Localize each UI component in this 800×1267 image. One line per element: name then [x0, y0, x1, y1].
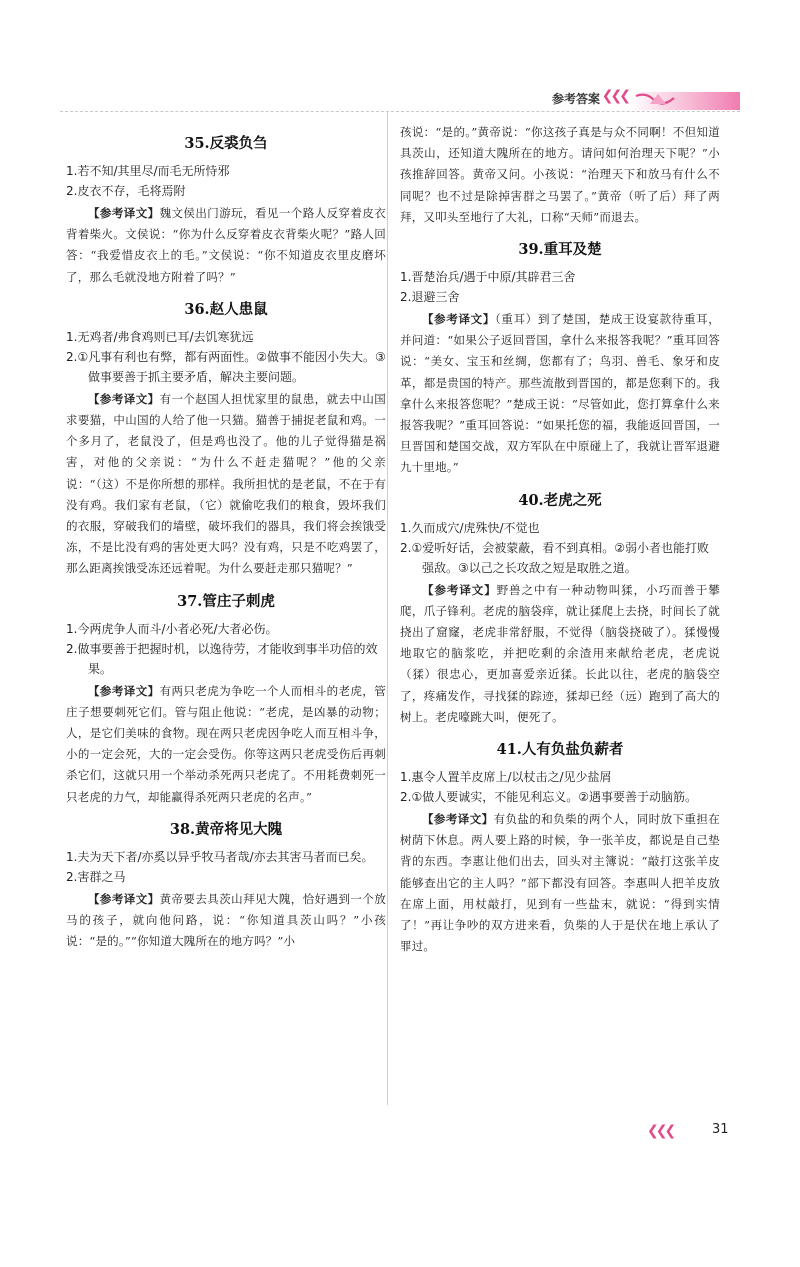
answer-item: 1.惠令人置羊皮席上/以杖击之/见少盐屑	[400, 770, 612, 785]
answer-item: 1.今两虎争人而斗/小者必死/大者必伤。	[66, 621, 278, 636]
answer-item: 2.皮衣不存，毛将焉附	[66, 184, 186, 198]
header-ribbon-icon	[630, 88, 740, 112]
chevron-left-icon: ❮❮❮	[647, 1123, 674, 1139]
answer-item: 2.①凡事有利也有弊，都有两面性。②做事不能因小失大。③做事要善于抓主要矛盾，解决主要问题。	[66, 349, 386, 384]
translation-text: （重耳）到了楚国，楚成王设宴款待重耳，并问道：“如果公子返回晋国，拿什么来报答我呢？”重耳回答说：“美女、宝玉和丝绸，您都有了；鸟羽、兽毛、象牙和皮革，都是贵国的特产。那些流散到晋国的，都是您剩下的。我拿什么来报答您呢？”楚成王说：“尽管如此，您打算拿什么来报答我呢？”重耳回答说：“如果托您的福，我能返回晋国，一旦晋国和楚国交战，双方军队在中原碰上了，我就让晋军退避九十里地。”	[400, 312, 720, 475]
section-title: 39.重耳及楚	[518, 241, 602, 259]
translation-paragraph	[66, 889, 386, 953]
page-number: 31	[712, 1122, 729, 1137]
right-column	[400, 122, 720, 957]
answer-item: 2.害群之马	[66, 869, 126, 884]
section-title: 35.反裘负刍	[184, 135, 268, 152]
section-35	[66, 132, 386, 288]
answer-item: 1.久而成穴/虎殊快/不觉也	[400, 520, 540, 535]
translation-text: 魏文侯出门游玩，看见一个路人反穿着皮衣背着柴火。文侯说：“你为什么反穿着皮衣背柴火呢？”路人回答：“我爱惜皮衣上的毛。”文侯说：“你不知道皮衣里皮磨坏了，那么毛就没地方附着了吗？”	[66, 206, 386, 284]
answer-item: 2.做事要善于把握时机，以逸待劳，才能收到事半功倍的效果。	[66, 641, 378, 676]
translation-tag: 【参考译文】	[88, 391, 160, 406]
translation-tag: 【参考译文】	[88, 683, 160, 698]
translation-paragraph	[400, 809, 720, 957]
section-36	[66, 298, 386, 580]
answer-item: 2.退避三舍	[400, 290, 460, 305]
chevron-left-icon: ❮❮❮	[601, 88, 628, 104]
translation-text: 野兽之中有一种动物叫猱，小巧而善于攀爬，爪子锋利。老虎的脑袋痒，就让猱爬上去挠，时间长了就挠出了窟窿，老虎非常舒服，不觉得（脑袋挠破了）。猱慢慢地取它的脑浆吃，并把吃剩的余渣用来献给老虎，老虎说（猱）很忠心，更加喜爱亲近猱。长此以往，老虎的脑袋空了，疼痛发作，寻找猱的踪迹，猱却已经（远）跑到了高大的树上。老虎嚎跳大叫，便死了。	[400, 582, 720, 724]
answer-item: 2.①爱听好话，会被蒙蔽，看不到真相。②弱小者也能打败强敌。③以己之长攻敌之短是取胜之道。	[400, 540, 709, 575]
section-38	[66, 818, 386, 953]
section-39	[400, 238, 720, 479]
translation-paragraph	[400, 309, 720, 479]
answer-item: 1.夫为天下者/亦奚以异乎牧马者哉/亦去其害马者而已矣。	[66, 849, 374, 864]
left-column	[66, 122, 386, 952]
translation-tag: 【参考译文】	[422, 582, 497, 597]
header-title: 参考答案	[551, 92, 600, 106]
section-37	[66, 590, 386, 808]
translation-paragraph	[66, 389, 386, 580]
section-40	[400, 489, 720, 728]
page-header	[60, 88, 740, 112]
translation-text: 有一个赵国人担忧家里的鼠患，就去中山国求要猫，中山国的人给了他一只猫。猫善于捕捉老鼠和鸡。一个多月了，老鼠没了，但是鸡也没了。他的儿子觉得猫是祸害，对他的父亲说：“为什么不赶走猫呢？”他的父亲说：“（这）不是你所想的那样。我所担忧的是老鼠，不在于有没有鸡。我们家有老鼠，（它）就偷吃我们的粮食，毁坏我们的衣服，穿破我们的墙壁，破坏我们的器具，我们将会挨饿受冻，不是比没有鸡的害处更大吗？没有鸡，只是不吃鸡罢了，那么距离挨饿受冻还远着呢。为什么要赶走那只猫呢？”	[66, 391, 386, 576]
answer-item: 1.晋楚治兵/遇于中原/其辟君三舍	[400, 270, 576, 285]
section-title: 41.人有负盐负薪者	[496, 741, 624, 759]
section-title: 38.黄帝将见大隗	[169, 820, 283, 838]
translation-text: 黄帝要去具茨山拜见大隗，恰好遇到一个放马的孩子，就向他问路，说：“你知道具茨山吗？”小孩说：“是的。”“你知道大隗所在的地方吗？”小	[66, 891, 386, 949]
answer-item: 1.若不知/其里尽/而毛无所恃邪	[66, 164, 230, 178]
answer-item: 1.无鸡者/弗食鸡则已耳/去饥寒犹远	[66, 329, 254, 344]
translation-tag: 【参考译文】	[422, 812, 494, 827]
section-title: 36.赵人患鼠	[184, 300, 268, 318]
section-title: 40.老虎之死	[518, 491, 602, 509]
translation-tag: 【参考译文】	[88, 206, 160, 220]
translation-text: 有两只老虎为争吃一个人而相斗的老虎，管庄子想要刺死它们。管与阻止他说：“老虎，是凶暴的动物；人，是它们美味的食物。现在两只老虎因争吃人而互相斗争，小的一定会死，大的一定会受伤。你等这两只老虎受伤后再刺杀它们，这就只用一个举动杀死两只老虎了。不用耗费刺死一只老虎的力气，却能赢得杀死两只老虎的名声。”	[66, 683, 386, 804]
translation-text: 有负盐的和负柴的两个人，同时放下重担在树荫下休息。两人要上路的时候，争一张羊皮，都说是自己垫背的东西。李惠让他们出去，回头对主簿说：“敲打这张羊皮能够查出它的主人吗？”部下都没有回答。李惠叫人把羊皮放在席上面，用杖敲打，见到有一些盐末，就说：“得到实情了！”再让争吵的双方进来看，负柴的人于是伏在地上承认了罪过。	[400, 812, 720, 954]
section-41	[400, 738, 720, 957]
answer-item: 2.①做人要诚实，不能见利忘义。②遇事要善于动脑筋。	[400, 790, 697, 805]
translation-tag: 【参考译文】	[88, 891, 160, 906]
section-title: 37.管庄子刺虎	[177, 592, 275, 610]
translation-paragraph	[400, 580, 720, 728]
translation-paragraph	[66, 681, 386, 808]
translation-continuation: 孩说：“是的。”黄帝说：“你这孩子真是与众不同啊！不但知道具茨山，还知道大隗所在的地方。请问如何治理天下呢？”小孩推辞回答。黄帝又问。小孩说：“治理天下和放马有什么不同呢？也不过是除掉害群之马罢了。”黄帝（听了后）拜了两拜，又叩头至地行了大礼，口称“天师”而退去。	[400, 125, 720, 224]
translation-tag: 【参考译文】	[422, 312, 496, 327]
translation-paragraph	[66, 203, 386, 288]
column-divider	[387, 112, 388, 1105]
